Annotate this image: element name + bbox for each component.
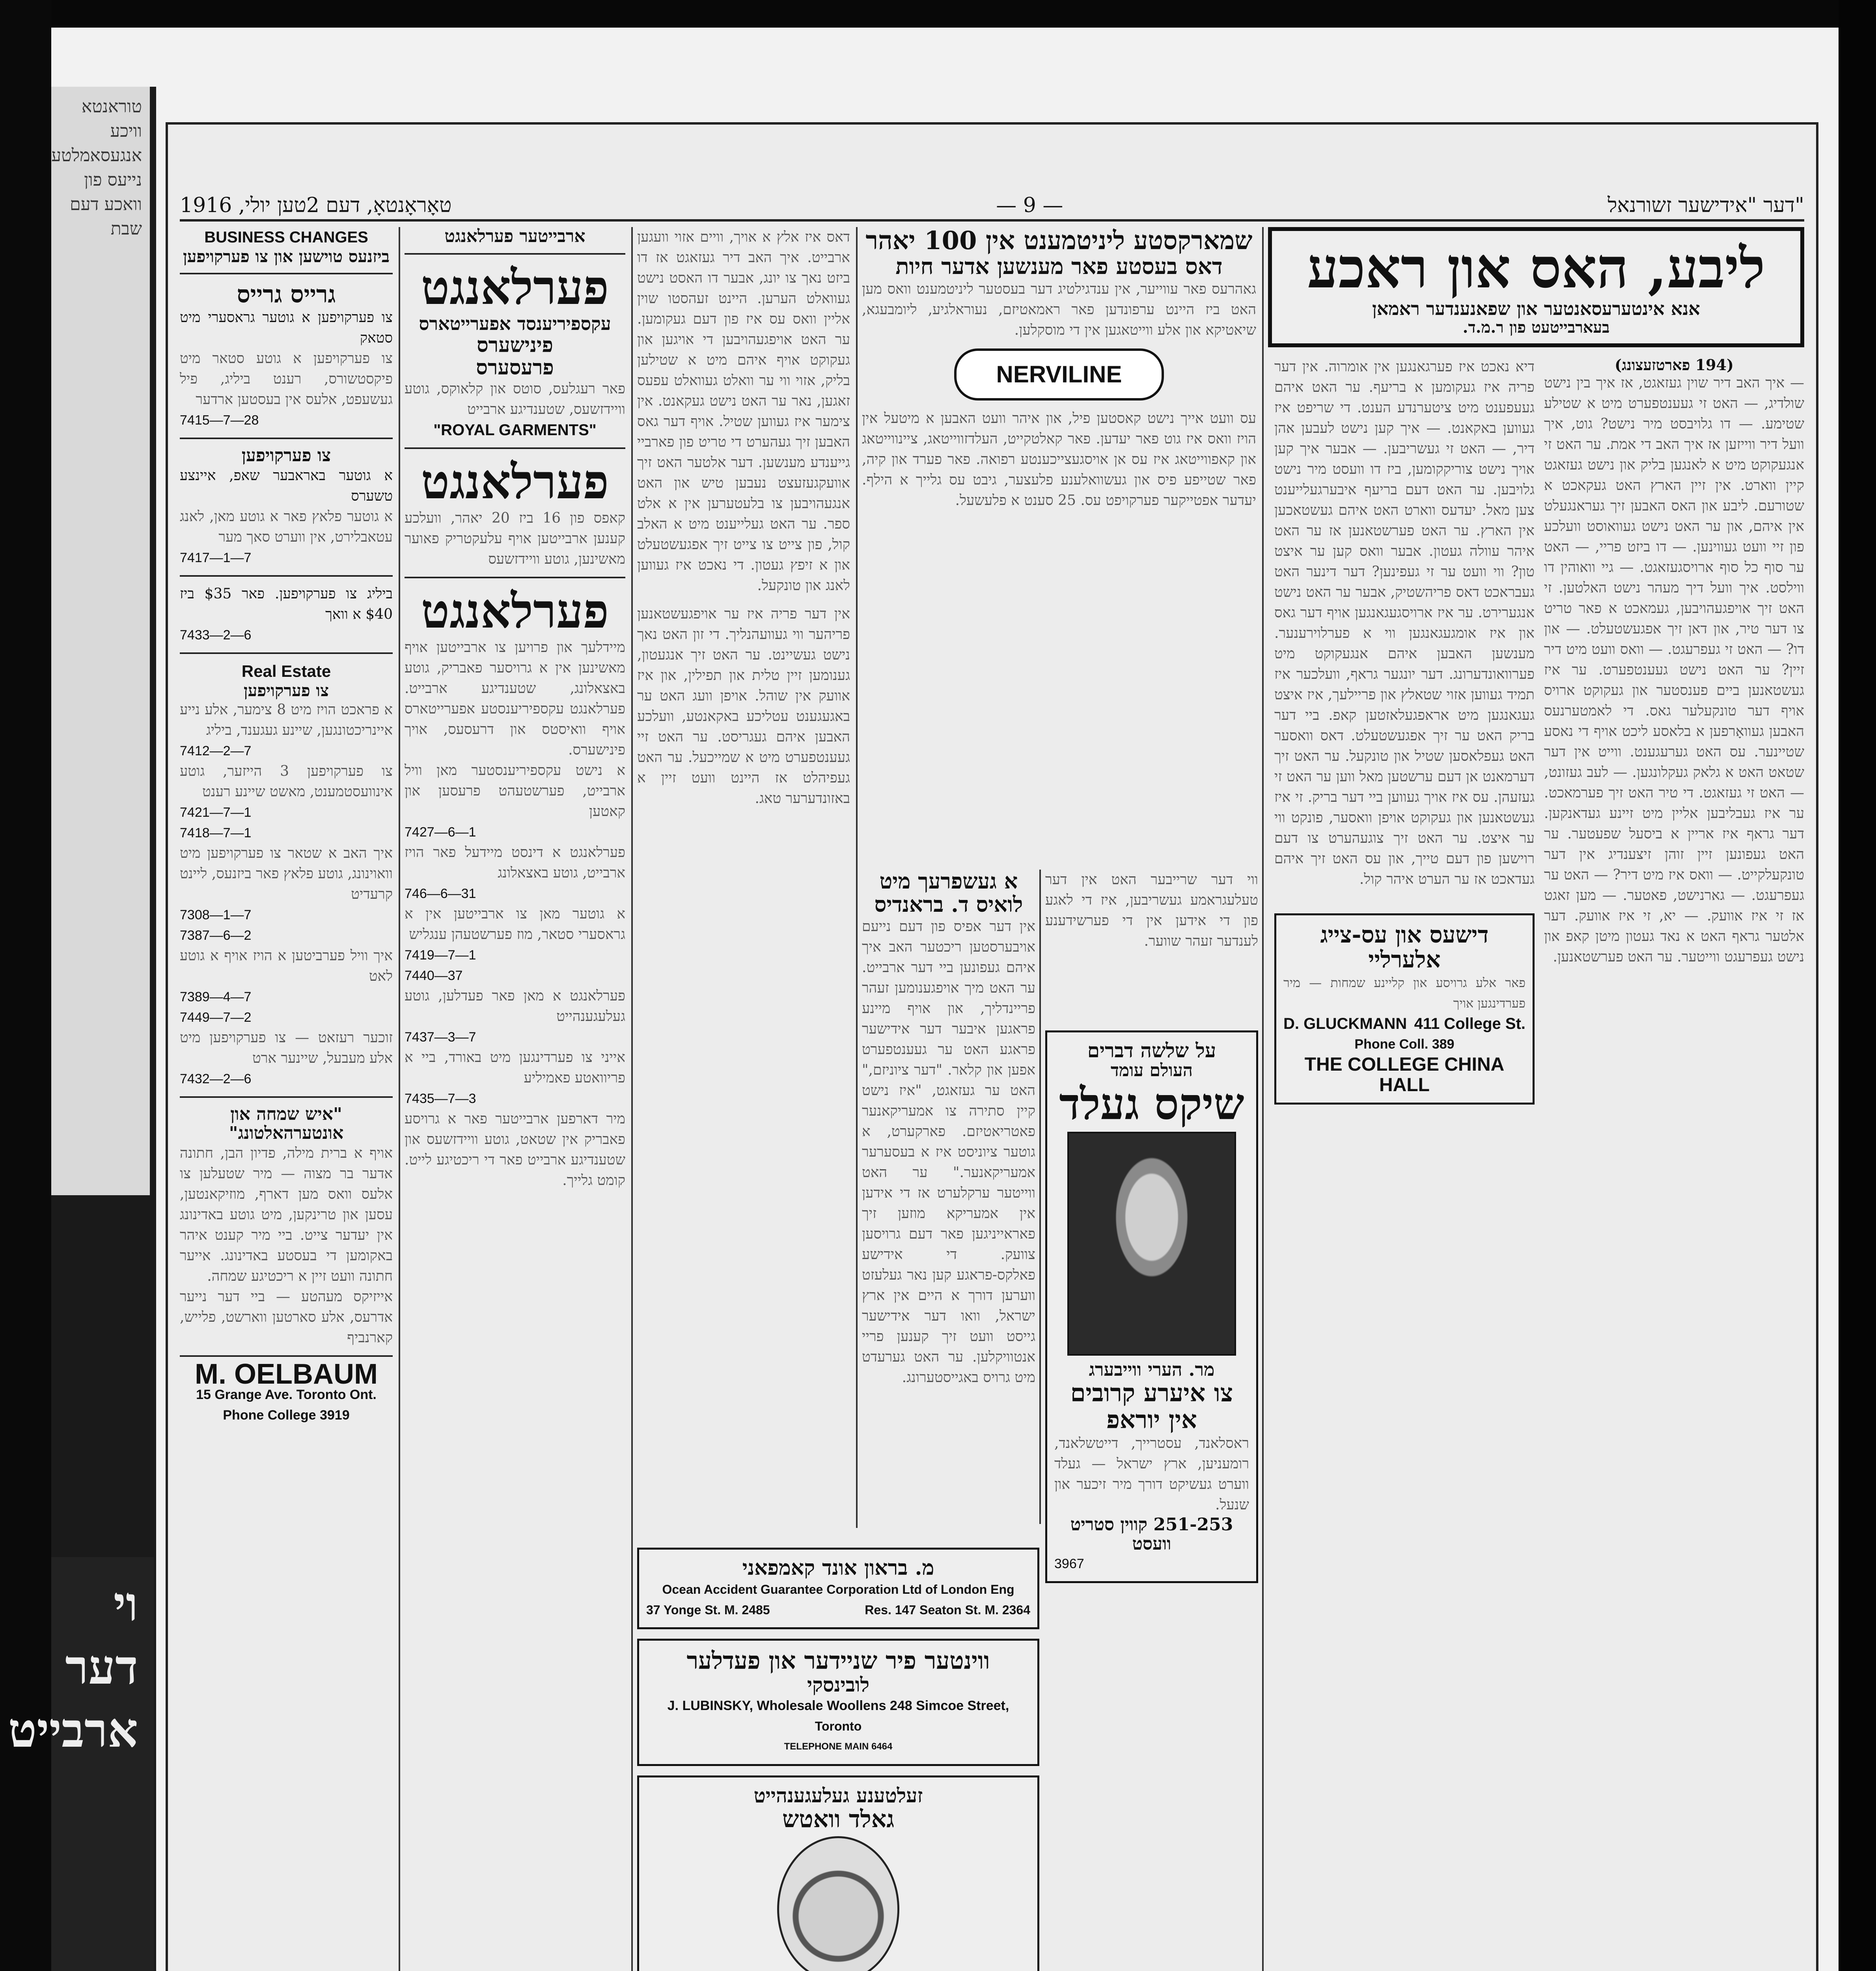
send-money-head-2: אין יוראפ [1106, 1405, 1197, 1434]
kling-watch: גאלד וואטש [782, 1805, 895, 1833]
help-wanted-line-2: פינישערס [477, 333, 553, 357]
help-wanted-line-1: עקספיריענסד אפערייטארס [419, 313, 611, 335]
story-title-box [1268, 227, 1804, 347]
filler-text: צו פערקויפען 3 הייזער, גוטע אינוועסטמענט, מאשט שיינע רענט [180, 763, 393, 800]
film-left-border [0, 0, 51, 1971]
portrait-photo [1067, 1132, 1236, 1356]
filler-text: איך וויל פערביטען א הויז אויף א גוטע לאט [180, 947, 393, 984]
china-hall: THE COLLEGE CHINA HALL [1304, 1054, 1505, 1096]
oelbaum-phone: Phone College 3919 [223, 1407, 350, 1423]
simcha-title: "איש שמחה און אונטערהאלטונג" [229, 1104, 344, 1144]
china-ad [1274, 913, 1535, 1105]
column-rule [1039, 870, 1041, 1524]
column-help-wanted [405, 227, 625, 1971]
filler-text: פאר רעגלעס, סוטס און קלאוקס, גוטע וויידזשעס, שטענדיגע ארבייט [405, 381, 625, 418]
insurance-ad [637, 1548, 1039, 1629]
send-money-ad [1045, 1030, 1258, 1583]
divider [180, 575, 393, 577]
ad-code: 7435—7—3 [405, 1091, 476, 1107]
insurance-title: מ. בראון אונד קאמפאני [742, 1556, 934, 1580]
brandeis-title: א געשפרעך מיט לואיס ד. בראנדיס [874, 870, 1023, 917]
listing-text: א גוטער באראבער שאפ, איינצע טשערס [180, 467, 393, 504]
divider [180, 1096, 393, 1098]
story-chapter: (194 פארטזעצונג) [1615, 356, 1734, 374]
ad-code: 7427—6—1 [405, 825, 476, 840]
divider [405, 447, 625, 449]
newspaper-page [166, 122, 1818, 1971]
story-subtitle: אנא אינטערעסאנטער און שפאנענדער ראמאן [1372, 298, 1700, 319]
re-code: 7389—4—7 [180, 989, 252, 1004]
film-top-border [0, 0, 1876, 28]
china-address: 411 College St. [1414, 1015, 1525, 1033]
header-page-number: — 9 — [996, 194, 1063, 217]
lubinsky-address: J. LUBINSKY, Wholesale Woollens 248 Simcoe Street, [667, 1698, 1009, 1714]
insurance-contacts [646, 1600, 1030, 1620]
story-title: ליבע, האס און ראכע [1307, 236, 1765, 301]
filler-text: קאפס פון 16 ביז 20 יאהר, וועלכע קענען ארבייטען אויף עלעקטריק פאוער מאשינען, גוטע וויידזשעס [405, 510, 625, 568]
send-money-top: על שלשה דברים [1087, 1039, 1216, 1062]
send-money-top-2: העולם עומד [1110, 1060, 1193, 1081]
story-column-1: (194 פארטזעצונג) — איך האב דיר שוין געזאגט, אז איך בין נישט שולדיג, — האט זי געענטפערט מיט א שטילע שטימע. — דו גלויבסט מיר נישט? גוט, איך וועל דיר ווייזען אז איך האב די אמת. ער האט זי אנגעקוקט מיט א לאנגען בליק און נישט געזאגט קיין ווארט. אין זיין הארץ האט געקאכט א שטורעם. ליבע און האס האבען זיך געראנגעלט אין איהם, און ער האט נישט געוואוסט וועלכע פון זיי וועט געווינען. — דו ביזט פריי, — האט ער סוף כל סוף ארויסגעזאגט. — גיי וואוהין דו ווילסט. איך וועל דיך מעהר נישט האלטען. זי האט זיך אויפגעהויבען, געמאכט א פאר טריט צו דער טיר, און דאן זיך אפגעשטעלט. — און דו? — האט זי געפרעגט. — וואס וועט מיט דיר זיין? ער האט נישט געענטפערט. ער איז געשטאנען ביים פענסטער און געקוקט ארויס אויף דער טונקעלער גאס. די לאמטערנעס האבען געוואָרפען א בלאסע ליכט אויף די נאסע שטיינער. עס האט גערעגענט. ווייט אין דער שטאט האט א גלאק געקלונגען. — לעב געזונט, — האט זי געזאגט. די טיר האט זיך פערמאכט. ער איז געבליבען אליין מיט זיינע געדאנקען. דער גראף איז אריין א ביסעל שפעטער. ער האט געפונען זיין זוהן זיצענדיג אין דער טונקעלקייט. — וואס איז מיט דיר? — האט ער געפרעגט. — גארנישט, פאטער. — מען זאגט אז זי איז אוועק. — יא, זי איז אוועק. דער אלטער גראף האט א נאד געטון מיטן קאפ און נישט געפרעגט ווייטער. ער האט פערשטאנען. [1544, 356, 1804, 965]
send-money-address: 251-253 קווין סטריט וועסט [1070, 1515, 1233, 1554]
filler-text: צו פערקויפען א גוטע סטאר מיט פיקסטשורס, רענט ביליג, פיל געשעפט, אלעס אין בעסטען ארדער [180, 350, 393, 408]
filler-text: א נישט עקספיריענסטער מאן וויל ארבייט, פערשטעהט פרעסען און קאטען [405, 762, 625, 820]
filler-text: ראסלאנד, עסטרייך, דייטשלאנד, רומעניען, ארץ ישראל — געלד ווערט געשיקט דורך מיר זיכער און שנעל. [1054, 1435, 1249, 1513]
lubinsky-title: ווינטער פיר שניידער און פעדלער [686, 1647, 990, 1675]
help-wanted-header: ארבייטער פערלאנגט [444, 227, 586, 246]
lubinsky-sub: לובינסקי [807, 1673, 869, 1697]
grocery-head: גרייס גרייס [237, 281, 336, 309]
divider [180, 1355, 393, 1357]
page-header [180, 192, 1804, 222]
divider [180, 438, 393, 439]
filler-text: ווי דער שרייבער האט אין דער טעלעגראמע געשריבען, איז די לאגע פון די אידען אין די פערשידענע לענדער זעהר שווער. [1045, 872, 1258, 949]
filler-text: א גוטער מאן צו ארבייטען אין א גראסערי סטאר, מוז פערשטעהן ענגליש [405, 906, 625, 943]
ad-code: 746—6—31 [405, 886, 476, 902]
divider [405, 577, 625, 578]
china-name: D. GLUCKMANN [1283, 1015, 1407, 1033]
column-article [637, 227, 850, 1536]
previous-page-ad [8, 1557, 154, 1971]
header-date: טאָראָנטאָ, דעם 2טען יולי, 1916 [180, 194, 452, 217]
re-code: 7432—2—6 [180, 1071, 252, 1086]
column-rule [631, 227, 633, 1971]
send-money-head: צו איערע קרובים [1070, 1378, 1233, 1407]
column-ads [637, 1548, 1039, 1971]
previous-page-text: טוראנטא וויכע אנגעסאמלטע נייעס פון וואכע דעם שבת [51, 97, 142, 239]
nerviline-subheadline: דאס בעסטע פאר מענשען אדער חיות [895, 253, 1223, 280]
ad-code: 7419—7—1 [405, 948, 476, 963]
divider [180, 273, 393, 274]
help-wanted-big-2: פערלאנגט [421, 454, 609, 510]
help-wanted-big-3: פערלאנגט [421, 583, 609, 639]
filler-text: פערלאנגט א דינסט מיידעל פאר הויז ארבייט, גוטע באצאלונג [405, 844, 625, 881]
filler-text: פערלאנגט א מאן פאר פעדלען, גוטע געלעגענהייט [405, 988, 625, 1025]
column-send-money [1045, 870, 1258, 1971]
listing-phone: 7433—2—6 [180, 627, 252, 643]
nerviline-logo: NERVILINE [954, 348, 1164, 401]
re-code: 7412—2—7 [180, 743, 252, 758]
header-paper-name: דער "אידישער זשורנאל" [1607, 194, 1804, 217]
kling-title: זעלטענע געלעגענהייט [753, 1784, 923, 1807]
oelbaum-name: M. OELBAUM [195, 1358, 378, 1390]
filler-text: עס וועט אייך נישט קאסטען פיל, און איהר וועט האבען א מיטעל אין הויז וואס איז גוט פאר יעדען. פאר קאלטקייט, העלדזווייטאג, ציינווייטאג און קאפווייטאג איז עס אן אויסגעצייכענטע רפואה. פאר פערד און קיה, פאר שטייפע פיס און געשוואלענע פלעצער, גיבט עס גלייך א הילף. יעדער אפטייקער פערקויפט עס. 25 סענט א פלעשעל. [862, 410, 1256, 509]
listing-phone: 7415—7—28 [180, 413, 259, 428]
story-columns [1268, 357, 1804, 1114]
listing-phone: 7417—1—7 [180, 550, 252, 565]
re-code: 7387—6—2 [180, 928, 252, 943]
filler-text: אייזיקס מעהטע — ביי דער נייער אדרעס, אלע סארטען ווארשט, פלייש, קארנביף [180, 1288, 393, 1346]
re-code: 7421—7—1 [180, 805, 252, 820]
royal-garments: "ROYAL GARMENTS" [433, 421, 597, 439]
china-phone: Phone Coll. 389 [1354, 1037, 1455, 1052]
filler-text: א פראכט הויז מיט 8 צימער, אלע נייע איינריכטונגען, שיינע געגענד, ביליג [180, 701, 393, 738]
real-estate-title: Real Estate [241, 661, 331, 680]
china-title: דישעס און עס-צייג אלערליי [1320, 921, 1489, 973]
business-changes-title: BUSINESS CHANGES [204, 229, 368, 246]
filler-text: אויף א ברית מילה, פדיון הבן, חתונה אדער בר מצוה — מיר שטעלען צו אלעס וואס מען דארף, מוזיקאנטען, עסען און טרינקען, מיט גוטע באדינונג אין יעדער צייט. ביי מיר קענט איהר באקומען די בעסטע באדינונג. אייער חתונה וועט זיין א ריכטיגע שמחה. [180, 1145, 393, 1284]
divider [405, 253, 625, 255]
re-code: 7418—7—1 [180, 825, 252, 840]
ad-code: 7437—3—7 [405, 1030, 476, 1045]
listing-text: ביליג צו פערקויפען. פאר $35 ביז $40 א וואך [180, 585, 393, 622]
send-money-title: שיקס געלד [1059, 1079, 1244, 1130]
column-rule [856, 227, 858, 1528]
re-code: 7308—1—7 [180, 907, 252, 922]
business-changes-subtitle: ביזנעס טוישען און צו פערקויפען [183, 247, 390, 266]
lubinsky-phone: TELEPHONE MAIN 6464 [784, 1741, 893, 1752]
divider [180, 652, 393, 654]
nerviline-headline: שמארקסטע ליניטמענט אין 100 יאהר [865, 227, 1253, 255]
pocket-watch-image [777, 1836, 899, 1971]
filler-text: איך האב א שטאר צו פערקויפען מיט וואוינונג, גוטע פלאץ פאר ביזנעס, ליינט קרעדיט [180, 845, 393, 902]
insurance-res: Res. 147 Seaton St. M. 2364 [865, 1603, 1030, 1617]
filler-text: גאהרעס פאר עווייער, אין ענדגילטיג דער בעסטער ליניטמענט וואס מען האט ביז היינט ערפונדען פאר ראמאטיזם, נעוראלגיע, ליומבעגא, שיאטיקא און אלע ווייטאגען אין די מוסקלען. [862, 281, 1256, 338]
column-rule [399, 227, 400, 1971]
ad-code: 7440—37 [405, 968, 463, 984]
column-nerviline [862, 227, 1256, 858]
column-rule [1262, 227, 1264, 1971]
listing-head: צו פערקויפען [241, 445, 331, 466]
real-estate-subtitle: צו פערקויפען [243, 680, 329, 700]
lubinsky-ad [637, 1639, 1039, 1766]
send-money-phone: 3967 [1054, 1556, 1084, 1572]
filler-text: מיר דארפען ארבייטער פאר א גרויסע פאבריק אין שטאט, גוטע וויידזשעס און שטענדיגע ארבייט פאר די ריכטיגע לייט. קומט גלייך. [405, 1111, 625, 1189]
previous-page-ad-text: וי דער ארבייט [8, 1576, 138, 1758]
story-author: בעארבייטעט פון ר.מ.ד. [1462, 318, 1610, 337]
listing-text: צו פערקויפען א גוטער גראסערי מיט סטאק [180, 309, 393, 347]
send-money-caption: מר. הערי ווייבערג [1089, 1359, 1215, 1380]
article-text: אין דער פריה איז ער אויפגעשטאנען פריהער ווי געוועהנליך. די זון האט נאך נישט געשיינט. ער האט זיך אנגעטון, גענומען זיין טלית און תפילין, און איז אוועק אין שוהל. אויפן וועג האט ער באגעגענט עטליכע באקאנטע, וועלכע האבען איהם געגריסט. ער האט זיי געענטפערט מיט א שמייכעל. ער האט געפיהלט אז היינט וועט זיין א באזונדערער טאג. [637, 606, 850, 807]
filler-text: מיידלעך און פרויען צו ארבייטען אויף מאשינען אין א גרויסער פאבריק, גוטע באצאלונג, שטענדיגע ארבייט. פערלאנגט עקספיריענסטע אפערייטארס אויף וואיסטס און דרעסעס, אויך פינישערס. [405, 639, 625, 758]
insurance-office: 37 Yonge St. M. 2485 [646, 1603, 770, 1617]
insurance-company: Ocean Accident Guarantee Corporation Ltd of London Eng [662, 1582, 1014, 1597]
article-text: דאס איז אלץ א אויך, וויים אזוי וועגען ארבייט. איך האב דיר געזאגט אז דו ביזט נאך צו יונג, אבער דו האסט נישט געוואלט הערען. היינט זעהסטו שוין אליין וואס עס איז פון דעם געקומען. ער האט אויפגעהויבען די אויגען און געקוקט אויף איהם מיט א שטילען בליק, אזוי ווי ער וואלט געוואלט עפעס זאגען, נאר ער האט נישט געקאנט. אין צימער איז געווען שטיל. אויף דער גאס האבען זיך געהערט די טריט פון פארביי גייענדע מענשען. דער אלטער האט זיך אוועקגעזעצט נעבען טיש און האט אנגעהויבען צו בלעטערען אין א אלט ספר. ער האט געלייענט מיט א האלב קול, פון צייט צו צייט זיך אפגעשטעלט און א זיפץ געטון. די נאכט איז געווען לאנג און טונקעל. [637, 229, 850, 594]
kling-ad [637, 1775, 1039, 1971]
story-column-2: דיא נאכט איז פערגאנגען אין אומרוה. אין דער פריה איז געקומען א בריעף. ער האט איהם געעפענט מיט ציטערנדע הענט. די שריפט איז געווען באקאנט. — איך קען נישט לעבען אהן דיר, — האט זי געשריבען. — אבער איך קען אויך נישט צוריקקומען, ביז דו וועסט מיר נישט גלויבען. ער האט דעם בריעף איבערגעלייענט צען מאל. יעדעס ווארט האט איהם געשטאכען אין הארץ. ער האט פערשטאנען אז ער האט איהר עוולה געטון. אבער וואס קען ער איצט טון? ווי וועט ער זי געפינען? דער דינער האט געבראכט דאס פריהשטיק, אבער ער האט נישט אנגערירט. ער איז ארויסגעגאנגען אויף דער גאס און איז אומגעגאנגען ווי א פערלוירענער. מענשען האבען איהם אנגעקוקט מיט פערוואונדערונג. דער יונגער גראף, וועלכער איז תמיד געווען אזוי שטאלץ און פריילעך, איז איצט געגאנגען מיט אראפגעלאזטען קאפ. ביי דער בריק האט ער זיך אפגעשטעלט. דאס וואסער האט געפלאסען שטיל און טונקעל. ער האט זיך דערמאנט אן דעם ערשטען מאל ווען ער האט זי געזעהן. עס איז אויך געווען ביי דער בריק. זי איז געשטאנען און געקוקט אויפן וואסער, פונקט ווי ער איצט. ער האט זיך צוגעהערט צו דעם רוישען פון דעם טייך, און עס האט זיך איהם געדאכט אז ער הערט איהר קול. דישעס און עס-צייג אלערליי פאר אלע גרויסע און קליינע שמחות — מיר פערדינגען אויך D. GLUCKMANN 411 College St. Phone Coll. 389 THE COLLEGE CHINA HALL [1274, 357, 1535, 1114]
help-wanted-line-3: פרעסערס [476, 356, 554, 380]
help-wanted-big-1: פערלאנגט [421, 260, 609, 316]
filler-text: א גוטער פלאץ פאר א גוטע מאן, לאנג עטאבלירט, אין ווערט סאך מער [180, 508, 393, 545]
filler-text: אין דער אפיס פון דעם נייעם אויבערסטען ריכטער האב איך איהם געפונען ביי דער ארבייט. ער האט מיך אויפגענומען זעהר פריינדליך, און אויף מיינע פראגען איבער דער אידישער פראגע האט ער געענטפערט אפען און קלאר. "דער ציוניזם," האט ער געזאגט, "איז נישט קיין סתירה צו אמעריקאנער פאטריאטיזם. פארקערט, א גוטער ציוניסט איז א בעסערער אמעריקאנער." ער האט ווייטער ערקלערט אז די אידען אין אמעריקא מוזען זיך פאראייניגען פאר דעם גרויסען צוועק. די אידישע פאלקס-פראגע קען נאר געלעזט ווערען דורך א היים אין ארץ ישראל, וואו דער אידישער גייסט וועט זיך קענען פריי אנטוויקלען. ער האט גערעדט מיט גרויס באגייסטערונג. [862, 918, 1035, 1386]
china-contacts [1283, 1013, 1525, 1034]
column-business-changes [180, 227, 393, 1971]
filler-text: זוכער רעזאט — צו פערקויפען מיט אלע מעבעל, שיינער ארט [180, 1029, 393, 1066]
column-serial-story [1268, 227, 1804, 1971]
film-right-border [1839, 0, 1876, 1971]
column-brandeis [862, 870, 1035, 1524]
oelbaum-address: 15 Grange Ave. Toronto Ont. [196, 1387, 377, 1402]
re-code: 7449—7—2 [180, 1010, 252, 1025]
filler-text: פאר אלע גרויסע און קליינע שמחות — מיר פערדינגען אויך [1283, 975, 1525, 1011]
lubinsky-city: Toronto [815, 1719, 862, 1734]
filler-text: אייני צו פערדינגען מיט באורד, ביי א פריוואטע פאמיליע [405, 1049, 625, 1086]
